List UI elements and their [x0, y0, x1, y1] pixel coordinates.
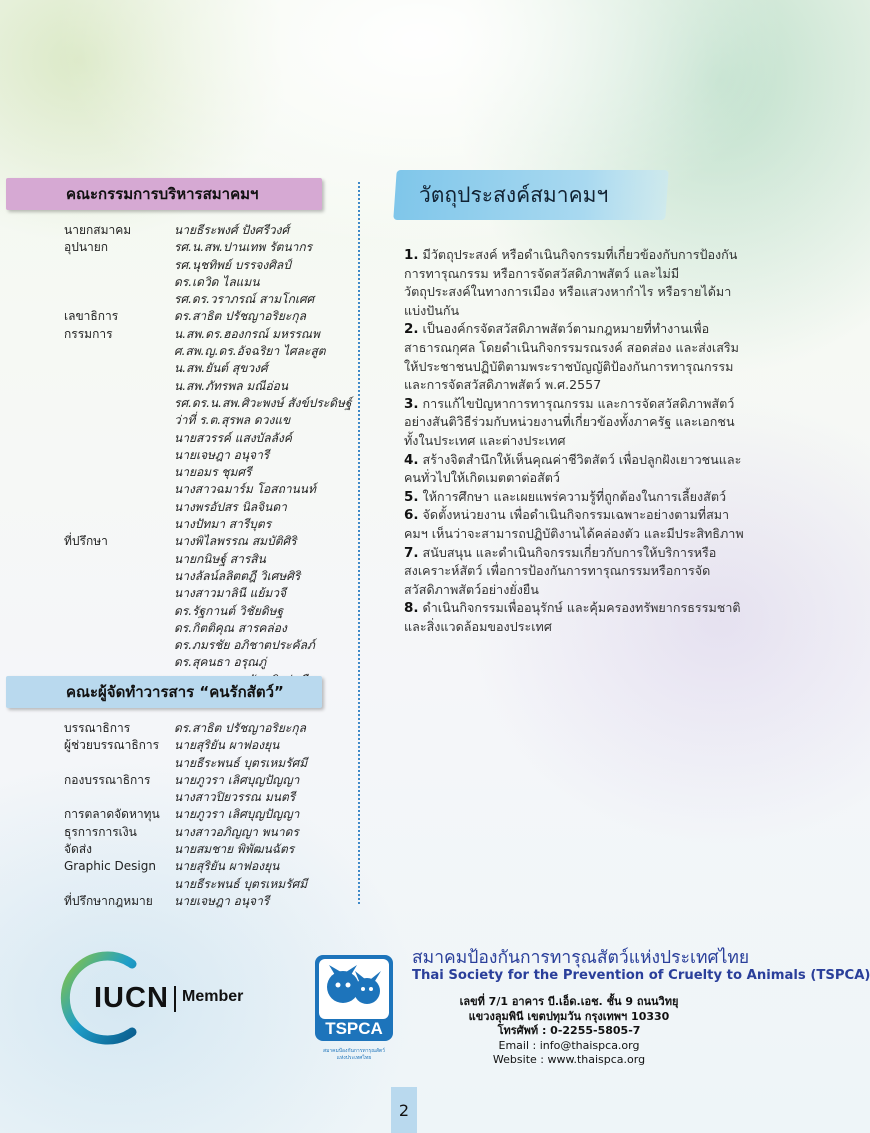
- iucn-separator: [174, 986, 176, 1012]
- email-link[interactable]: Email : info@thaispca.org: [498, 1038, 640, 1052]
- role-label: [64, 637, 174, 654]
- role-label: [64, 447, 174, 464]
- role-label: [64, 654, 174, 671]
- editors-row: [64, 876, 364, 893]
- person-name: นายอมร ชุมศรี: [174, 465, 252, 480]
- role-label: อุปนายก: [64, 240, 109, 255]
- board-row: [64, 637, 364, 654]
- person-name: นายธีระพนธ์ บุตรเหมรัศมี: [174, 876, 308, 891]
- role-label: [64, 257, 174, 274]
- board-row: [64, 378, 364, 395]
- role-label: Graphic Design: [64, 859, 156, 874]
- board-row: [64, 239, 364, 256]
- person-name: ดร.เดวิด ไลแมน: [174, 274, 260, 289]
- role-label: [64, 464, 174, 481]
- role-label: [64, 876, 174, 893]
- objective-item: [404, 599, 744, 636]
- role-label: บรรณาธิการ: [64, 721, 131, 735]
- person-name: ดร.ภมรชัย อภิชาตประคัลภ์: [174, 638, 315, 653]
- board-row: [64, 464, 364, 481]
- tspca-logo-caption: สมาคมป้องกันการทารุณสัตว์: [323, 1048, 385, 1054]
- editors-row: [64, 841, 364, 858]
- phone-text: โทรศัพท์ : 0-2255-5805-7: [497, 1024, 641, 1037]
- objective-number: 3.: [404, 395, 419, 412]
- role-label: ที่ปรึกษา: [64, 534, 108, 549]
- board-row: [64, 257, 364, 274]
- board-row: [64, 481, 364, 498]
- iucn-member-logo: [62, 950, 282, 1046]
- objective-text: สนับสนุน และดำเนินกิจกรรมเกี่ยวกับการให้บริการหรือสงเคราะห์สัตว์ เพื่อการป้องกันการทารุณกรรมหรือการจัดสวัสดิภาพสัตว์อย่างยั่งยืน: [404, 544, 717, 597]
- objective-text: จัดตั้งหน่วยงาน เพื่อดำเนินกิจกรรมเฉพาะอย่างตามที่สมาคมฯ เห็นว่าจะสามารถปฏิบัติงานได้คล่องตัว และมีประสิทธิภาพ: [404, 507, 744, 541]
- person-name: นายสวรรค์ แสงบัลลังค์: [174, 430, 292, 445]
- board-row: [64, 585, 364, 602]
- page-number: 2: [391, 1087, 417, 1133]
- role-label: [64, 620, 174, 637]
- org-name-english: Thai Society for the Prevention of Cruelty to Animals (TSPCA): [412, 968, 870, 983]
- person-name: นายภูวรา เลิศบุญปัญญา: [174, 807, 300, 822]
- role-label: ผู้ช่วยบรรณาธิการ: [64, 738, 160, 753]
- editors-row: [64, 720, 364, 737]
- person-name: รศ.น.สพ.ปานเทพ รัตนากร: [174, 240, 313, 255]
- person-name: รศ.ดร.น.สพ.ศิวะพงษ์ สังข์ประดิษฐ์: [174, 395, 352, 410]
- person-name: นางสาวฉมาร์ม โอสถานนท์: [174, 482, 316, 497]
- person-name: นางลัลน์ลลิตตฎี วิเศษศิริ: [174, 568, 301, 583]
- person-name: รศ.ดร.วราภรณ์ สามโกเศศ: [174, 292, 315, 307]
- tspca-logo-caption-2: แห่งประเทศไทย: [336, 1055, 372, 1061]
- role-label: จัดส่ง: [64, 842, 93, 857]
- objectives-title: วัตถุประสงค์สมาคมฯ: [419, 182, 609, 207]
- objective-text: มีวัตถุประสงค์ หรือดำเนินกิจกรรมที่เกี่ยวข้องกับการป้องกันการทารุณกรรม หรือการจัดสวัสดิภาพสัตว์ และไม่มีวัตถุประสงค์ในทางการเมือง หรือแสวงหากำไร หรือรายได้มาแบ่งปันกัน: [404, 247, 738, 318]
- editor-member-list: [64, 720, 364, 910]
- board-row: [64, 654, 364, 671]
- objective-item: [404, 320, 744, 394]
- contact-block: [444, 995, 694, 1068]
- role-label: [64, 585, 174, 602]
- editors-row: [64, 772, 364, 789]
- board-row: [64, 291, 364, 308]
- person-name: นางพิไลพรรณ สมบัติศิริ: [174, 534, 297, 549]
- objective-item: [404, 488, 744, 507]
- role-label: [64, 412, 174, 429]
- editors-row: [64, 755, 364, 772]
- objective-number: 7.: [404, 544, 419, 561]
- person-name: ดร.กิตติคุณ สารคล่อง: [174, 620, 287, 635]
- board-row: [64, 343, 364, 360]
- role-label: [64, 291, 174, 308]
- iucn-member-label: Member: [182, 988, 244, 1005]
- board-row: [64, 395, 364, 412]
- objective-text: สร้างจิตสำนึกให้เห็นคุณค่าชีวิตสัตว์ เพื่อปลูกฝังเยาวชนและคนทั่วไปให้เกิดเมตตาต่อสัตว์: [404, 451, 742, 486]
- role-label: [64, 568, 174, 585]
- person-name: น.สพ.ดร.ฮองกรณ์ มหรรณพ: [174, 326, 320, 341]
- objective-text: เป็นองค์กรจัดสวัสดิภาพสัตว์ตามกฎหมายที่ทำงานเพื่อสาธารณกุศล โดยดำเนินกิจกรรมรณรงค์ สอดส่อง และส่งเสริมให้ประชาชนปฏิบัติตามพระราชบัญญัติป้องกันการทารุณกรรม และการจัดสวัสดิภาพสัตว์ พ.ศ.2557: [404, 321, 739, 393]
- person-name: น.สพ.ยันต์ สุขวงศ์: [174, 361, 268, 376]
- board-member-list: [64, 222, 364, 689]
- objective-item: [404, 451, 744, 488]
- role-label: กองบรรณาธิการ: [64, 772, 151, 787]
- board-row: [64, 551, 364, 568]
- role-label: [64, 395, 174, 412]
- role-label: นายกสมาคม: [64, 223, 132, 237]
- person-name: นายกนิษฐ์ สารสิน: [174, 551, 266, 566]
- person-name: นายสุริยัน ผาฟองยุน: [174, 738, 280, 753]
- editors-row: [64, 893, 364, 910]
- editors-row: [64, 806, 364, 823]
- person-name: นายเจษฎา อนุจารี: [174, 893, 270, 908]
- objective-item: [404, 544, 744, 600]
- board-row: [64, 326, 364, 343]
- objective-item: [404, 246, 744, 320]
- person-name: นายธีระพนธ์ บุตรเหมรัศมี: [174, 755, 308, 770]
- editors-row: [64, 824, 364, 841]
- role-label: ที่ปรึกษากฎหมาย: [64, 893, 153, 908]
- board-row: [64, 447, 364, 464]
- person-name: ดร.สาธิต ปรัชญาอริยะกุล: [174, 721, 306, 735]
- tspca-logo-text: TSPCA: [325, 1019, 383, 1038]
- objective-number: 8.: [404, 600, 419, 617]
- person-name: นางปัทมา สารีบุตร: [174, 517, 272, 532]
- person-name: นายเจษฎา อนุจารี: [174, 447, 270, 462]
- person-name: รศ.นุชทิพย์ บรรจงศิลป์: [174, 257, 291, 272]
- person-name: ดร.สุคนธา อรุณภู่: [174, 655, 267, 670]
- person-name: น.สพ.ภัทรพล มณีอ่อน: [174, 378, 289, 393]
- role-label: [64, 378, 174, 395]
- person-name: ดร.สาธิต ปรัชญาอริยะกุล: [174, 309, 306, 324]
- board-row: [64, 360, 364, 377]
- board-row: [64, 516, 364, 533]
- role-label: [64, 516, 174, 533]
- board-row: [64, 274, 364, 291]
- role-label: [64, 430, 174, 447]
- role-label: [64, 274, 174, 291]
- role-label: การตลาดจัดหาทุน: [64, 807, 160, 822]
- person-name: ว่าที่ ร.ต.สุรพล ดวงแข: [174, 413, 291, 428]
- editors-row: [64, 789, 364, 806]
- tspca-logo: [313, 953, 395, 1065]
- role-label: เลขาธิการ: [64, 309, 119, 324]
- role-label: [64, 499, 174, 516]
- person-name: นายสมชาย พิพัฒนฉัตร: [174, 842, 295, 857]
- role-label: [64, 360, 174, 377]
- objective-text: ให้การศึกษา และเผยแพร่ความรู้ที่ถูกต้องในการเลี้ยงสัตว์: [422, 488, 727, 504]
- objective-number: 2.: [404, 321, 419, 338]
- objectives-banner: [393, 170, 668, 220]
- board-row: [64, 430, 364, 447]
- objective-text: การแก้ไขปัญหาการทารุณกรรม และการจัดสวัสดิภาพสัตว์อย่างสันติวิธีร่วมกับหน่วยงานที่เกี่ยวข้องทั้งภาครัฐ และเอกชนทั้งในประเทศ และต่างประเทศ: [404, 395, 735, 448]
- role-label: [64, 551, 174, 568]
- objective-number: 6.: [404, 507, 419, 524]
- person-name: นางสาวมาลินี แย้มวจี: [174, 586, 287, 601]
- objective-item: [404, 395, 744, 451]
- objective-number: 1.: [404, 247, 419, 263]
- editors-row: [64, 858, 364, 875]
- role-label: [64, 343, 174, 360]
- role-label: ธุรการการเงิน: [64, 824, 137, 839]
- objective-item: [404, 506, 744, 543]
- board-row: [64, 568, 364, 585]
- objectives-list: [404, 246, 744, 636]
- address-line-1: เลขที่ 7/1 อาคาร บี.เอ็ด.เอช. ชั้น 9 ถนนวิทยุ: [459, 995, 679, 1008]
- editors-row: [64, 737, 364, 754]
- person-name: นายสุริยัน ผาฟองยุน: [174, 859, 280, 874]
- column-divider: [358, 182, 360, 904]
- person-name: นางสาวปิยวรรณ มนตรี: [174, 790, 296, 805]
- person-name: นางพรอัปสร นิลจินดา: [174, 499, 287, 514]
- objective-text: ดำเนินกิจกรรมเพื่ออนุรักษ์ และคุ้มครองทรัพยากรธรรมชาติ และสิ่งแวดล้อมของประเทศ: [404, 600, 741, 634]
- org-name-thai: สมาคมป้องกันการทารุณสัตว์แห่งประเทศไทย: [412, 948, 750, 968]
- board-row: [64, 222, 364, 239]
- person-name: ดร.รัฐกานต์ วิชัยดิษฐ: [174, 603, 284, 618]
- person-name: ศ.สพ.ญ.ดร.อัจฉริยา ไศละสูต: [174, 344, 326, 359]
- role-label: กรรมการ: [64, 326, 113, 341]
- board-row: [64, 620, 364, 637]
- person-name: นายธีระพงศ์ ปังศรีวงศ์: [174, 223, 290, 237]
- board-row: [64, 499, 364, 516]
- iucn-word: IUCN: [94, 982, 169, 1014]
- board-row: [64, 533, 364, 550]
- objective-number: 4.: [404, 451, 419, 468]
- role-label: [64, 603, 174, 620]
- role-label: [64, 789, 174, 806]
- role-label: [64, 481, 174, 498]
- person-name: นายภูวรา เลิศบุญปัญญา: [174, 772, 300, 787]
- website-link[interactable]: Website : www.thaispca.org: [492, 1053, 646, 1066]
- board-row: [64, 603, 364, 620]
- objective-number: 5.: [404, 488, 419, 505]
- role-label: [64, 755, 174, 772]
- person-name: นางสาวอภิญญา พนาดร: [174, 824, 299, 839]
- editors-section-title: คณะผู้จัดทำวารสาร “คนรักสัตว์”: [6, 676, 322, 708]
- address-line-2: แขวงลุมพินี เขตปทุมวัน กรุงเทพฯ 10330: [468, 1009, 670, 1023]
- board-row: [64, 308, 364, 325]
- board-section-title: คณะกรรมการบริหารสมาคมฯ: [6, 178, 322, 210]
- board-row: [64, 412, 364, 429]
